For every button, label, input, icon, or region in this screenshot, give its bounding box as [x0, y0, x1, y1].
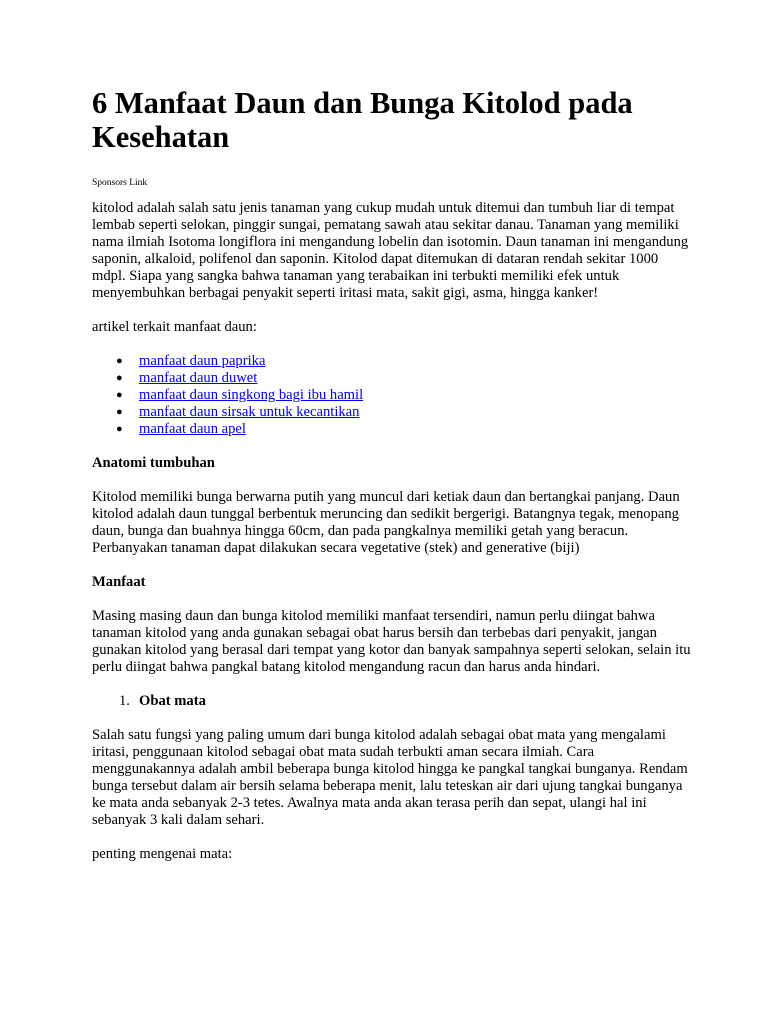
link-manfaat-daun-singkong[interactable]: manfaat daun singkong bagi ibu hamil: [139, 387, 364, 403]
list-item: [92, 353, 692, 370]
list-item: [92, 421, 692, 438]
numbered-item-obat-mata: [92, 693, 692, 710]
intro-paragraph: kitolod adalah salah satu jenis tanaman yang cukup mudah untuk ditemui dan tumbuh liar di tempat lembab seperti selokan, pinggir sungai, pematang sawah atau sekitar danau. Tanaman yang memiliki nama ilmiah Isotoma longiflora ini mengandung lobelin dan isotomin. Daun tanaman ini mengandung saponin, alkaloid, polifenol dan saponin. Kitolod dapat ditemukan di dataran rendah sekitar 1000 mdpl. Siapa yang sangka bahwa tanaman yang terabaikan ini terbukti memiliki efek untuk menyembuhkan berbagai penyakit seperti iritasi mata, sakit gigi, asma, hingga kanker!: [92, 200, 689, 301]
link-manfaat-daun-duwet[interactable]: manfaat daun duwet: [139, 370, 258, 386]
benefits-heading: Manfaat: [92, 574, 146, 590]
related-articles-label: artikel terkait manfaat daun:: [92, 319, 257, 335]
item-label: Obat mata: [139, 693, 206, 709]
list-item: [92, 404, 692, 421]
obat-mata-paragraph: Salah satu fungsi yang paling umum dari bunga kitolod adalah sebagai obat mata yang mengalami iritasi, penggunaan kitolod sebagai obat mata sudah terbukti aman secara ilmiah. Cara menggunakannya adalah ambil beberapa bunga kitolod hingga ke pangkal tangkai bunganya. Rendam bunga tersebut dalam air bersih selama beberapa menit, lalu teteskan air dari ujung tangkai bunganya ke mata anda sebanyak 2-3 tetes. Awalnya mata anda akan terasa perih dan sepat, ulangi hal ini sebanyak 3 kali dalam sehari.: [92, 727, 688, 828]
list-item: [92, 387, 692, 404]
document-page: [92, 86, 692, 863]
anatomy-paragraph: Kitolod memiliki bunga berwarna putih yang muncul dari ketiak daun dan bertangkai panjang. Daun kitolod adalah daun tunggal berbentuk meruncing dan sedikit bergerigi. Batangnya tegak, menopang daun, bunga dan buahnya hingga 60cm, dan pada pangkalnya memiliki getah yang beracun. Perbanyakan tanaman dapat dilakukan secara vegetative (stek) and generative (biji): [92, 489, 680, 556]
item-number: 1.: [119, 693, 130, 709]
bullet-icon: ●: [116, 355, 123, 367]
eye-note-label: penting mengenai mata:: [92, 846, 233, 862]
sponsors-link-label: Sponsors Link: [92, 178, 148, 188]
benefits-paragraph: Masing masing daun dan bunga kitolod memiliki manfaat tersendiri, namun perlu diingat bahwa tanaman kitolod yang anda gunakan sebagai obat harus bersih dan terbebas dari penyakit, jangan gunakan kitolod yang berasal dari tempat yang kotor dan banyak sampahnya seperti selokan, selain itu perlu diingat bahwa pangkal batang kitolod mengandung racun dan harus anda hindari.: [92, 608, 691, 675]
related-links-list: [92, 353, 692, 438]
bullet-icon: ●: [116, 423, 123, 435]
link-manfaat-daun-sirsak[interactable]: manfaat daun sirsak untuk kecantikan: [139, 404, 360, 420]
anatomy-heading: Anatomi tumbuhan: [92, 455, 215, 471]
list-item: [92, 370, 692, 387]
article-title: 6 Manfaat Daun dan Bunga Kitolod pada Kesehatan: [92, 86, 633, 154]
link-manfaat-daun-apel[interactable]: manfaat daun apel: [139, 421, 246, 437]
bullet-icon: ●: [116, 406, 123, 418]
link-manfaat-daun-paprika[interactable]: manfaat daun paprika: [139, 353, 266, 369]
bullet-icon: ●: [116, 372, 123, 384]
bullet-icon: ●: [116, 389, 123, 401]
